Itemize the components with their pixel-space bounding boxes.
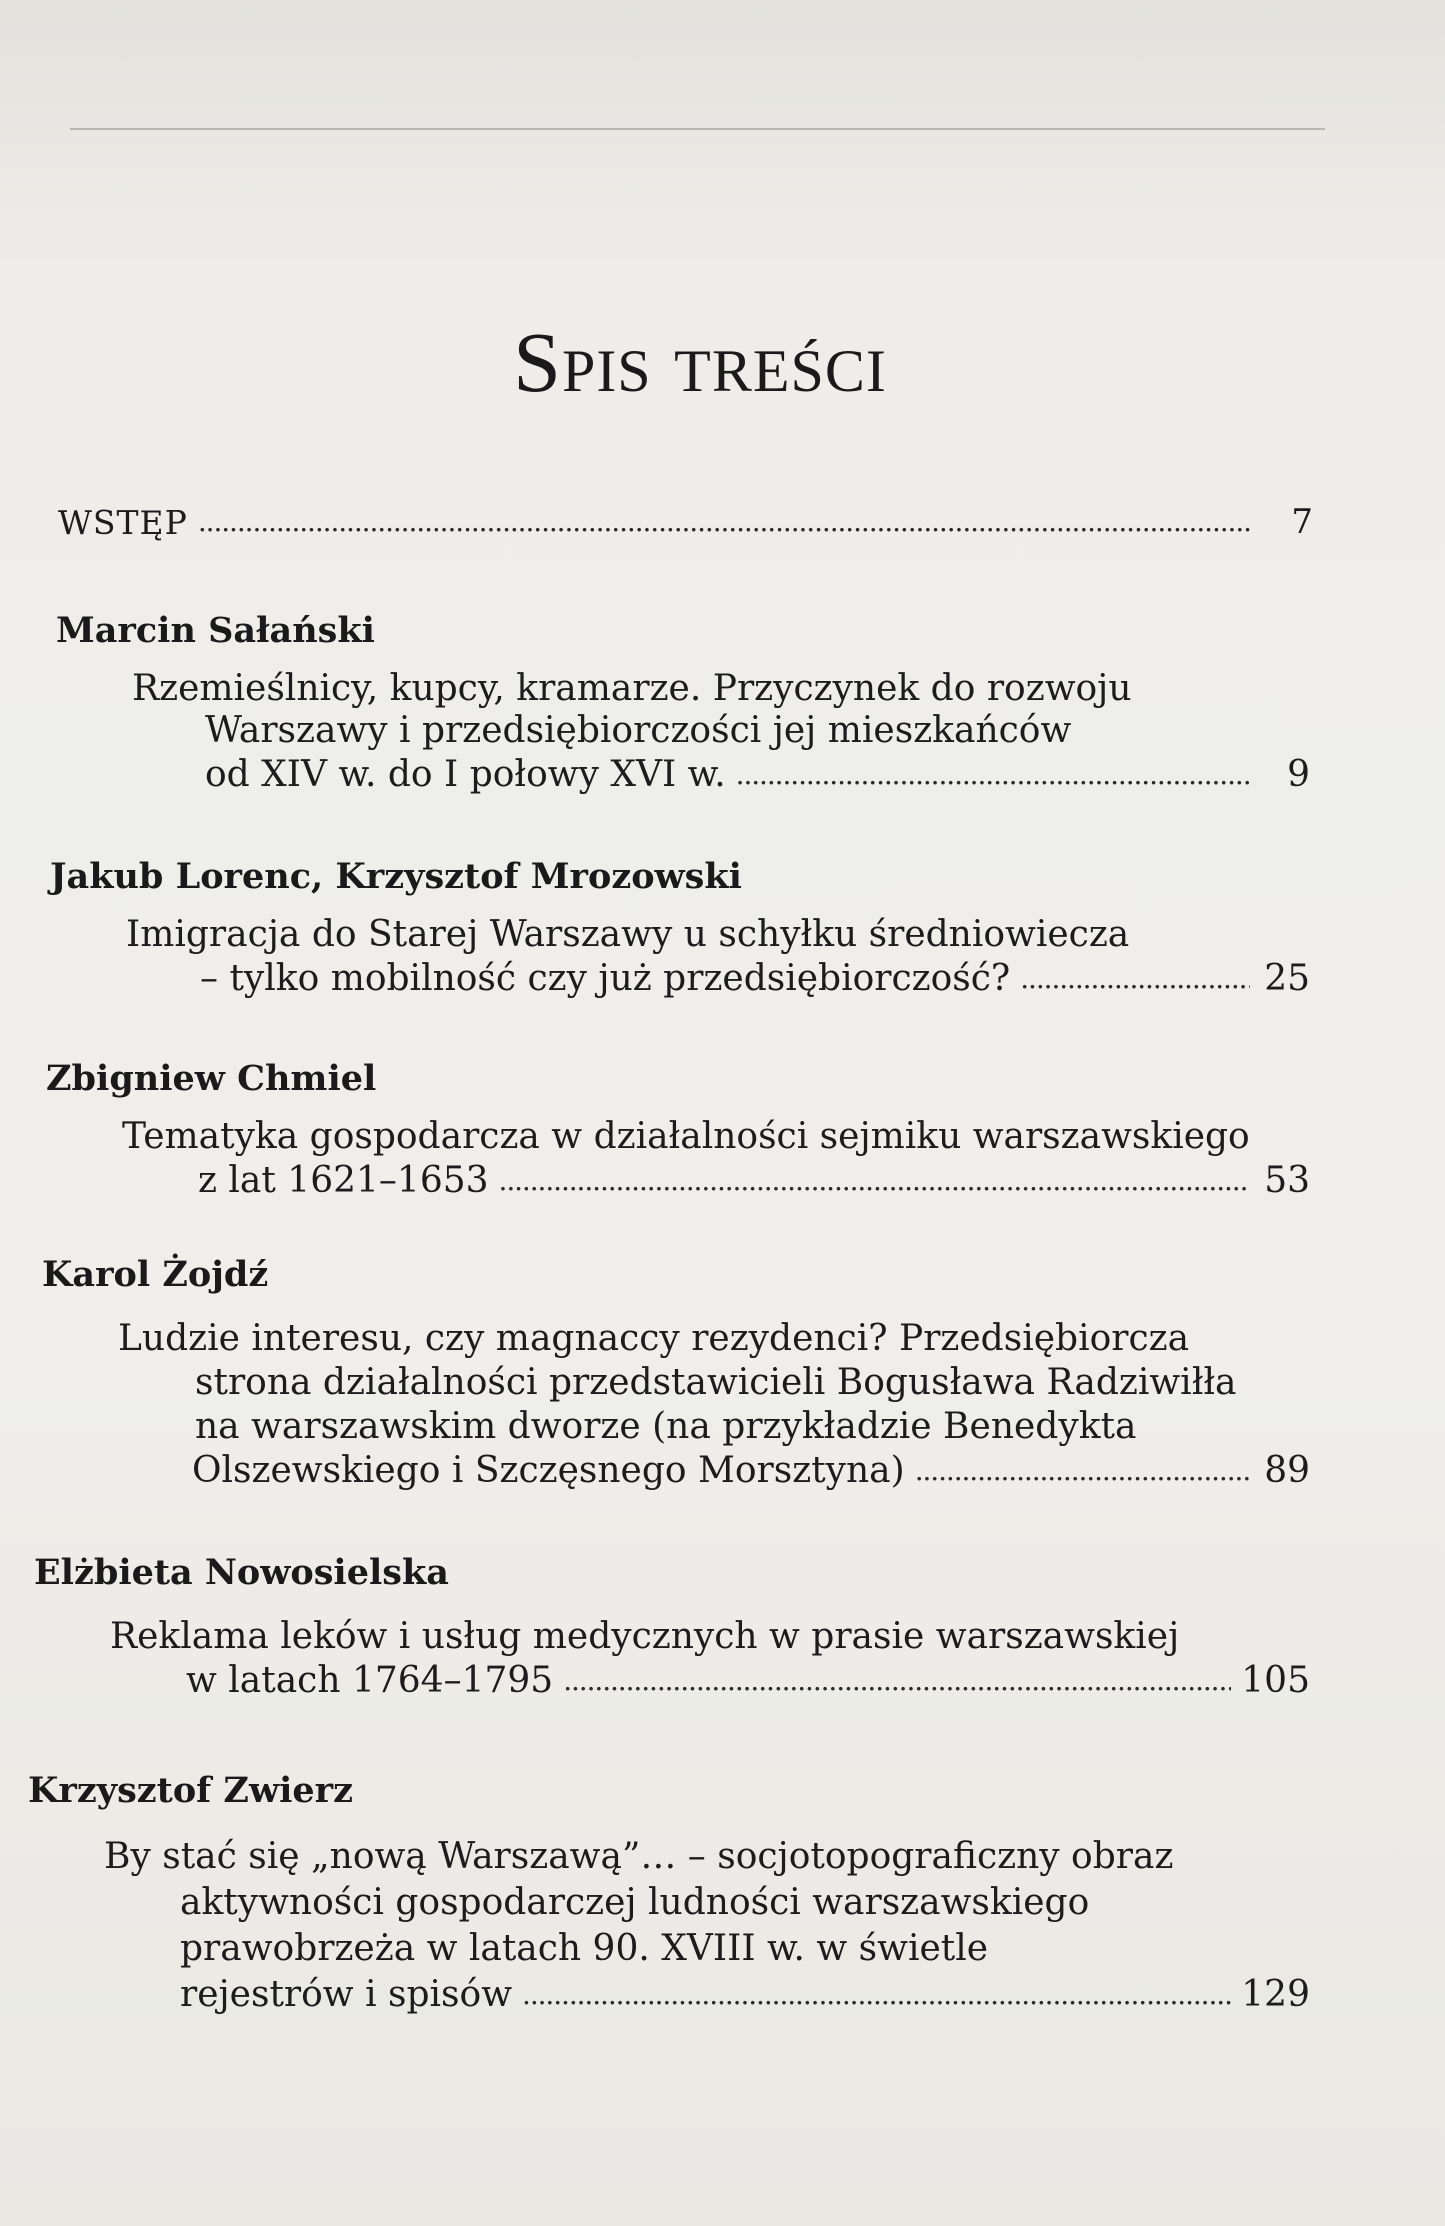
toc-entry-line: na warszawskim dworze (na przykładzie Benedykta xyxy=(195,1406,1137,1447)
toc-entry-line: rejestrów i spisów xyxy=(180,1974,513,2015)
toc-author: Krzysztof Zwierz xyxy=(28,1770,353,1811)
toc-entry-line: strona działalności przedstawicieli Bogusława Radziwiłła xyxy=(195,1362,1237,1403)
toc-entry-line: Olszewskiego i Szczęsnego Morsztyna) xyxy=(192,1450,905,1491)
page-title: Spis treści xyxy=(513,314,887,410)
leader-dots xyxy=(198,508,1253,536)
leader-dots xyxy=(915,1457,1250,1485)
toc-entry-line: By stać się „nową Warszawą”… – socjotopograficzny obraz xyxy=(104,1836,1174,1877)
toc-entry-line: z lat 1621–1653 xyxy=(198,1160,489,1201)
leader-dots xyxy=(736,761,1250,789)
toc-entry-last-row xyxy=(192,1450,1310,1491)
toc-entry-line: Warszawy i przedsiębiorczości jej mieszkańców xyxy=(205,710,1072,751)
toc-entry-line: od XIV w. do I połowy XVI w. xyxy=(205,754,726,795)
toc-entry-line: Ludzie interesu, czy magnaccy rezydenci? Przedsiębiorcza xyxy=(118,1318,1190,1359)
leader-dots xyxy=(1020,965,1250,993)
toc-intro-row xyxy=(58,502,1313,542)
toc-page-number: 105 xyxy=(1241,1660,1310,1701)
toc-entry-line: – tylko mobilność czy już przedsiębiorczość? xyxy=(200,958,1011,999)
toc-author: Elżbieta Nowosielska xyxy=(34,1552,449,1593)
toc-entry-last-row xyxy=(200,958,1310,999)
toc-entry-line: Rzemieślnicy, kupcy, kramarze. Przyczynek do rozwoju xyxy=(132,668,1132,709)
toc-page-number: 89 xyxy=(1264,1450,1310,1491)
leader-dots xyxy=(499,1167,1250,1195)
toc-page-number: 129 xyxy=(1241,1974,1310,2015)
toc-page-number: 25 xyxy=(1264,958,1310,999)
toc-intro-label: WSTĘP xyxy=(58,503,188,542)
toc-page-number: 9 xyxy=(1287,754,1310,795)
toc-entry-line: Imigracja do Starej Warszawy u schyłku średniowiecza xyxy=(126,914,1130,955)
toc-entry-line: aktywności gospodarczej ludności warszawskiego xyxy=(180,1882,1090,1923)
leader-dots xyxy=(563,1667,1231,1695)
toc-entry-line: Tematyka gospodarcza w działalności sejmiku warszawskiego xyxy=(122,1116,1250,1157)
toc-author: Jakub Lorenc, Krzysztof Mrozowski xyxy=(50,856,742,897)
toc-entry-last-row xyxy=(186,1660,1310,1701)
toc-entry-line: Reklama leków i usług medycznych w prasie warszawskiej xyxy=(110,1616,1180,1657)
toc-page-number: 7 xyxy=(1291,502,1313,542)
toc-entry-last-row xyxy=(180,1974,1310,2015)
toc-entry-line: prawobrzeża w latach 90. XVIII w. w świetle xyxy=(180,1928,989,1969)
toc-entry-line: w latach 1764–1795 xyxy=(186,1660,554,1701)
toc-author: Zbigniew Chmiel xyxy=(46,1058,377,1099)
toc-author: Karol Żojdź xyxy=(42,1254,269,1295)
toc-author: Marcin Sałański xyxy=(56,610,375,651)
toc-entry-last-row xyxy=(198,1160,1310,1201)
leader-dots xyxy=(522,1981,1231,2009)
toc-entry-last-row xyxy=(205,754,1310,795)
toc-page-number: 53 xyxy=(1264,1160,1310,1201)
